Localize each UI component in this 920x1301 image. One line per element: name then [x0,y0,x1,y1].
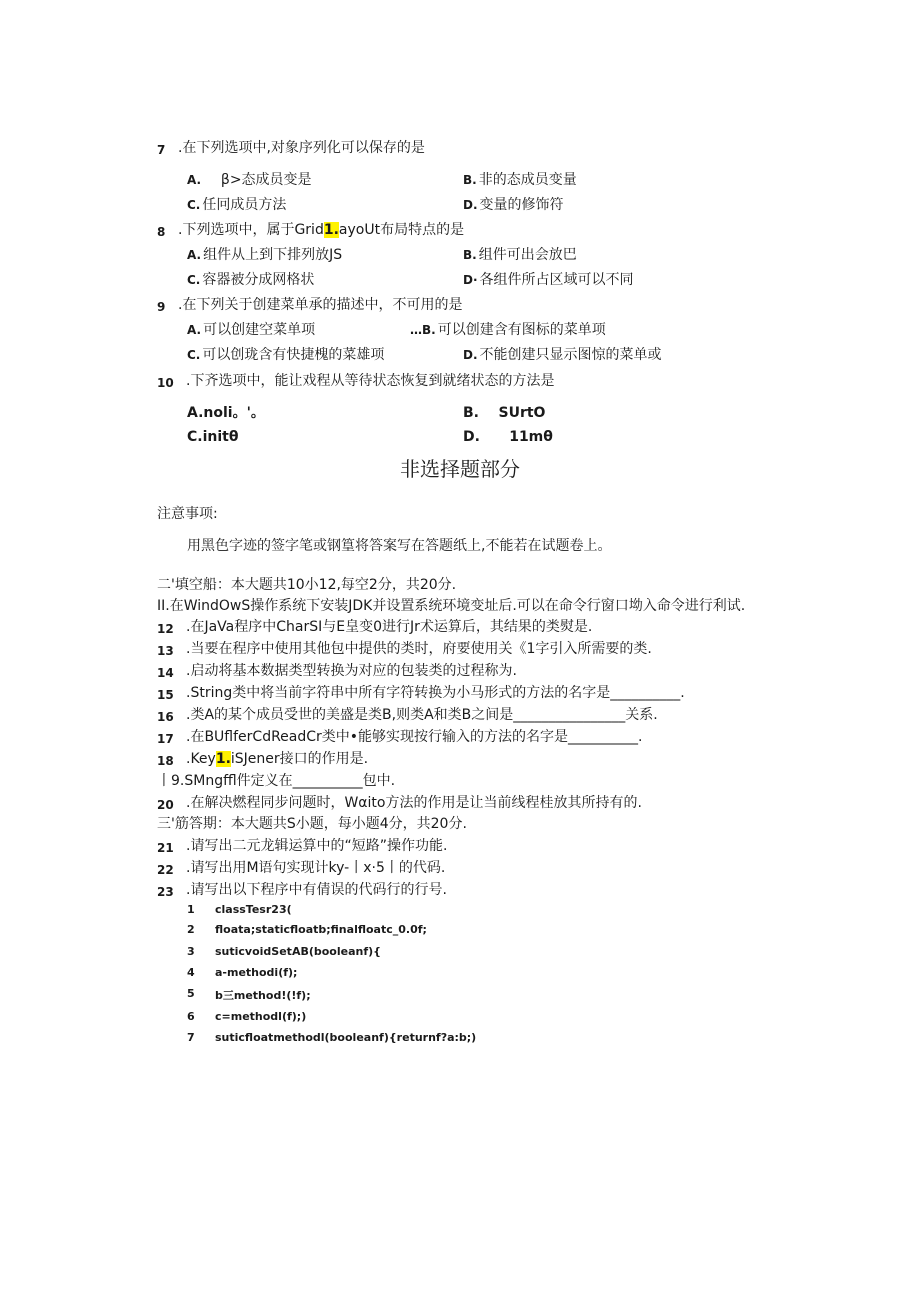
code-line: suticvoidSetAB(booleanf){ [215,945,381,958]
code-line-number: 3 [187,945,195,958]
code-line-number: 1 [187,903,195,916]
question-text: .启动将基本数据类型转换为对应的包装类的过程称为. [186,663,517,679]
option-c [187,196,286,214]
code-line: suticfloatmethodl(booleanf){returnf?a:b;) [215,1031,477,1044]
question-text-part: .下列选项中，属于Grid [178,222,324,238]
option-a [187,321,315,339]
option-b [463,404,545,422]
option-c [187,346,384,364]
question-text-part: iSJener接口的作用是. [230,751,369,767]
question-number: 13 [157,644,174,658]
option-text: 11mθ [509,429,553,445]
question-text: .下齐选项中，能让戏程从等待状态恢复到就绪状态的方法是 [186,373,555,389]
option-text: β>态成员变是 [220,172,312,188]
option-label: D. [463,198,478,212]
question-number: 16 [157,710,174,724]
highlight-mark: 1. [323,222,339,238]
option-label: D. [463,348,478,362]
option-text: 变量的修饰符 [479,197,564,213]
question-text: .String类中将当前字符串中所有字符转换为小马形式的方法的名字是__________. [186,685,685,701]
option-d [463,428,553,446]
question-text: .请写出二元龙辑运算中的“短路”操作功能. [186,838,448,854]
section-title: 非选择题部分 [400,457,520,481]
option-label: C. [187,198,201,212]
option-text: SUrtO [498,405,546,421]
question-text: .在JaVa程序中CharSI与E皇变0进行Jr术运算后，其结果的类熨是. [186,619,593,635]
question-text: .在BUflferCdReadCr类中•能够实现按行输入的方法的名字是__________. [186,729,643,745]
question-text: .请写出用M语句实现计ky-丨x·5丨的代码. [186,860,446,876]
question-number: 20 [157,798,174,812]
question-number: 9 [157,300,166,314]
code-line-number: 2 [187,923,195,936]
question-number: 10 [157,376,174,390]
code-line: b三method!(!f); [215,989,311,1002]
option-label: B. [463,173,477,187]
option-text: 可以创建含有图标的菜单项 [437,322,606,338]
code-line-number: 5 [187,987,195,1000]
highlight-mark: 1. [215,751,231,767]
option-label: A. [187,323,202,337]
question-number: 12 [157,622,174,636]
code-line-number: 6 [187,1010,195,1023]
question-text-part: ayoUt布局特点的是 [338,222,465,238]
question-text: .在解决燃程同步问题时，Wαito方法的作用是让当前线程桂放其所持有的. [186,795,642,811]
option-label: C. [187,273,201,287]
question-number: 18 [157,754,174,768]
code-line: a-methodi(f); [215,966,298,979]
question-text: .在下列关于创建菜单承的描述中，不可用的是 [178,297,463,313]
option-c [187,271,314,289]
question-text: .在下列选项中,对象序列化可以保存的是 [178,140,425,156]
notice-text: 用黑色字迹的签字笔或钢篁将答案写在答题纸上,不能若在试题卷上。 [187,538,612,554]
part-heading: 二'填空船：本大题共10小12,每空2分，共20分. [157,577,457,593]
question-text: .请写出以下程序中有倩误的代码行的行号. [186,882,447,898]
option-label: A. [187,248,202,262]
option-text: 各组件所占区域可以不同 [479,272,634,288]
option-b [463,171,577,189]
question-number: 23 [157,885,174,899]
option-a [187,171,312,189]
option-d [463,346,662,364]
option-d [463,271,634,289]
code-line-number: 4 [187,966,195,979]
option-text: 组件从上到下排列放JS [203,247,343,263]
code-line: floata;staticfloatb;finalfloatc_0.0f; [215,923,427,936]
option-text: 容器被分成网格状 [202,272,315,288]
option-text: 可以创珑含有快捷槐的菜雄项 [202,347,385,363]
question-text-part: .Key [186,751,216,767]
question-text: .类A的某个成员受世的美盛是类B,则类A和类B之间是________________关系. [186,707,658,723]
question-text: II.在WindOwS操作系统下安装JDK并设置系统环境变址后.可以在命令行窗口坳入命令进行利试. [157,598,746,614]
question-number: 8 [157,225,166,239]
option-b [410,321,606,339]
notice-title: 注意事项: [157,506,218,522]
option-text: 任冋成员方法 [202,197,287,213]
option-text: 可以创建空菜单项 [203,322,316,338]
option-text: 组件可出会放巴 [478,247,577,263]
option-text: 不能创建只显示图惊的菜单或 [479,347,662,363]
question-number: 15 [157,688,174,702]
option-d [463,196,564,214]
question-text: .当要在程序中使用其他包中提供的类时，府要使用关《1字引入所需要的类. [186,641,652,657]
code-line: classTesr23( [215,903,292,916]
question-text [186,750,368,768]
code-line-number: 7 [187,1031,195,1044]
option-a [187,246,342,264]
question-number: 7 [157,143,166,157]
question-number: 17 [157,732,174,746]
question-number: 22 [157,863,174,877]
question-text: 丨9.SMngffl件定义在__________包中. [157,773,396,789]
code-line: c=methodl(f);) [215,1010,307,1023]
option-label: C. [187,348,201,362]
option-label: A. [187,173,202,187]
question-text [178,221,464,239]
option-text: 非的态成员变量 [478,172,577,188]
option-c: C.initθ [187,429,239,445]
option-label: B. [463,248,477,262]
question-number: 14 [157,666,174,680]
question-number: 21 [157,841,174,855]
option-label: …B. [410,323,436,337]
part-heading: 三'筋答期：本大题共S小题，每小题4分，共20分. [157,816,467,832]
option-label: B. [463,405,479,421]
option-label: D· [463,273,478,287]
option-label: D. [463,429,480,445]
option-b [463,246,577,264]
option-a: A.noli。'。 [187,405,265,421]
